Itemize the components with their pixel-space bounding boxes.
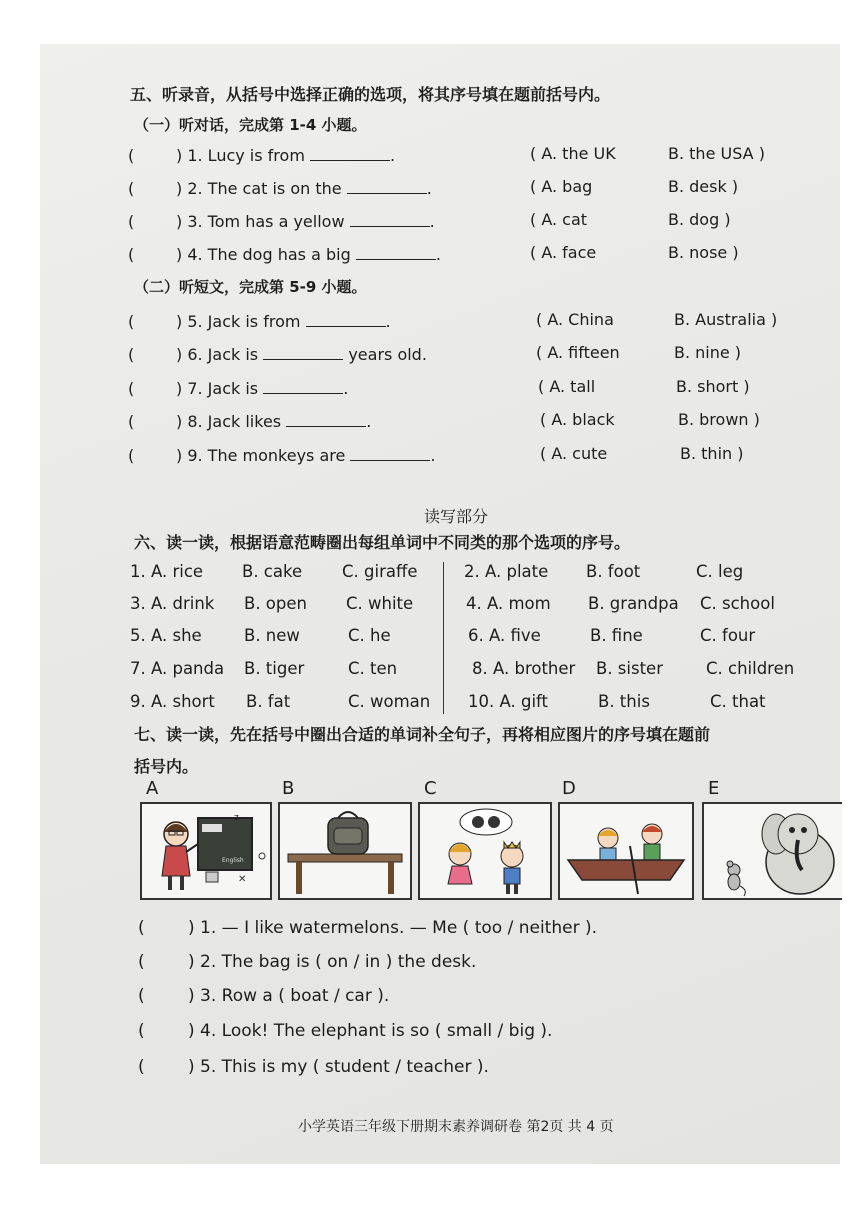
question-text: ) 7. Jack is . — [176, 379, 349, 398]
picture-b-bag-on-desk — [278, 802, 412, 900]
answer-paren[interactable]: ( — [128, 412, 135, 431]
word-option[interactable]: B. fat — [246, 692, 291, 711]
option-b: B. desk ) — [668, 177, 739, 196]
word-option[interactable]: 1. A. rice — [130, 562, 204, 581]
option-a: ( A. fifteen — [536, 343, 620, 362]
answer-paren[interactable]: ( — [128, 212, 135, 231]
option-a: ( A. cat — [530, 210, 588, 229]
section-5-part-2: （二）听短文，完成第 5-9 小题。 — [134, 278, 367, 296]
listening-item-9 — [40, 444, 840, 470]
question-text: ) 1. Lucy is from . — [176, 146, 396, 165]
option-a: ( A. black — [540, 410, 615, 429]
word-option[interactable]: B. new — [244, 626, 300, 645]
teacher-illustration — [142, 804, 270, 898]
word-option[interactable]: 3. A. drink — [130, 594, 215, 613]
option-b: B. short ) — [676, 377, 750, 396]
word-option[interactable]: 8. A. brother — [472, 659, 576, 678]
answer-paren[interactable]: ( — [128, 312, 135, 331]
svg-text:English: English — [222, 857, 244, 864]
word-option[interactable]: B. open — [244, 594, 307, 613]
question-text: ) 3. Tom has a yellow . — [176, 212, 435, 231]
picture-label-d: D — [562, 778, 576, 799]
answer-paren[interactable]: ( — [128, 179, 135, 198]
section-5-part-1: （一）听对话，完成第 1-4 小题。 — [134, 116, 367, 134]
question-text: ) 5. Jack is from . — [176, 312, 391, 331]
word-option[interactable]: C. leg — [696, 562, 744, 581]
option-a: ( A. face — [530, 243, 597, 262]
option-a: ( A. China — [536, 310, 614, 329]
question-text: ) 4. The dog has a big . — [176, 245, 441, 264]
svg-text:✕: ✕ — [238, 874, 247, 885]
word-option[interactable]: C. giraffe — [342, 562, 418, 581]
question-text: ) 8. Jack likes . — [176, 412, 372, 431]
section-5-title: 五、听录音，从括号中选择正确的选项，将其序号填在题前括号内。 — [130, 85, 611, 104]
answer-blank[interactable] — [356, 245, 436, 260]
picture-label-b: B — [282, 778, 295, 799]
sentence-text: ) 2. The bag is ( on / in ) the desk. — [188, 952, 477, 972]
word-option[interactable]: 5. A. she — [130, 626, 202, 645]
option-b: B. nose ) — [668, 243, 739, 262]
answer-blank[interactable] — [286, 412, 366, 427]
word-option[interactable]: B. tiger — [244, 659, 305, 678]
question-text: ) 6. Jack is years old. — [176, 345, 427, 364]
listening-item-4 — [40, 243, 840, 269]
answer-paren[interactable]: ( — [138, 918, 145, 938]
answer-paren[interactable]: ( — [128, 379, 135, 398]
word-option[interactable]: C. school — [700, 594, 775, 613]
picture-label-a: A — [146, 778, 159, 799]
listening-item-6 — [40, 343, 840, 369]
sentence-text: ) 5. This is my ( student / teacher ). — [188, 1057, 489, 1077]
picture-label-e: E — [708, 778, 720, 799]
answer-paren[interactable]: ( — [128, 345, 135, 364]
word-option[interactable]: C. four — [700, 626, 756, 645]
word-option[interactable]: B. this — [598, 692, 650, 711]
option-b: B. the USA ) — [668, 144, 765, 163]
picture-c-children — [418, 802, 552, 900]
column-divider — [443, 562, 444, 714]
answer-paren[interactable]: ( — [128, 245, 135, 264]
word-option[interactable]: B. cake — [242, 562, 303, 581]
word-option[interactable]: C. ten — [348, 659, 398, 678]
answer-paren[interactable]: ( — [138, 1057, 145, 1077]
word-option[interactable]: C. that — [710, 692, 766, 711]
word-option[interactable]: B. foot — [586, 562, 641, 581]
answer-blank[interactable] — [263, 345, 343, 360]
answer-paren[interactable]: ( — [138, 952, 145, 972]
option-a: ( A. the UK — [530, 144, 616, 163]
picture-d-boat — [558, 802, 694, 900]
answer-paren[interactable]: ( — [138, 1021, 145, 1041]
option-a: ( A. tall — [538, 377, 596, 396]
answer-paren[interactable]: ( — [128, 446, 135, 465]
option-b: B. brown ) — [678, 410, 760, 429]
listening-item-2 — [40, 177, 840, 203]
boat-illustration — [560, 804, 692, 898]
word-option[interactable]: C. woman — [348, 692, 431, 711]
listening-item-1 — [40, 144, 840, 170]
svg-text:z: z — [234, 813, 239, 823]
option-b: B. Australia ) — [674, 310, 778, 329]
sentence-text: ) 4. Look! The elephant is so ( small / big ). — [188, 1021, 553, 1041]
option-b: B. nine ) — [674, 343, 742, 362]
word-option[interactable]: C. children — [706, 659, 795, 678]
answer-blank[interactable] — [306, 312, 386, 327]
answer-paren[interactable]: ( — [128, 146, 135, 165]
section-6-title: 六、读一读，根据语意范畴圈出每组单词中不同类的那个选项的序号。 — [134, 533, 631, 552]
word-option[interactable]: C. white — [346, 594, 414, 613]
question-text: ) 2. The cat is on the . — [176, 179, 432, 198]
word-option[interactable]: 7. A. panda — [130, 659, 225, 678]
word-option[interactable]: 2. A. plate — [464, 562, 549, 581]
picture-label-c: C — [424, 778, 437, 799]
picture-a-teacher — [140, 802, 272, 900]
listening-item-5 — [40, 310, 840, 336]
page-footer: 小学英语三年级下册期末素养调研卷 第2页 共 4 页 — [298, 1119, 614, 1135]
sentence-text: ) 1. — I like watermelons. — Me ( too / neither ). — [188, 918, 598, 938]
answer-blank[interactable] — [263, 379, 343, 394]
word-option[interactable]: 10. A. gift — [468, 692, 549, 711]
word-option[interactable]: 6. A. five — [468, 626, 541, 645]
answer-paren[interactable]: ( — [138, 986, 145, 1006]
answer-blank[interactable] — [350, 212, 430, 227]
reading-writing-heading: 读写部分 — [424, 507, 489, 526]
word-option[interactable]: B. fine — [590, 626, 643, 645]
answer-blank[interactable] — [310, 146, 390, 161]
answer-blank[interactable] — [350, 446, 430, 461]
exam-page — [40, 44, 840, 1164]
option-a: ( A. bag — [530, 177, 593, 196]
listening-item-8 — [40, 410, 840, 436]
question-text: ) 9. The monkeys are . — [176, 446, 436, 465]
option-a: ( A. cute — [540, 444, 608, 463]
elephant-illustration — [704, 804, 842, 898]
word-option[interactable]: 9. A. short — [130, 692, 215, 711]
section-7-title-line-2: 括号内。 — [134, 757, 199, 776]
picture-e-elephant — [702, 802, 842, 900]
bag-desk-illustration — [280, 804, 410, 898]
listening-item-7 — [40, 377, 840, 403]
listening-item-3 — [40, 210, 840, 236]
word-option[interactable]: 4. A. mom — [466, 594, 551, 613]
answer-blank[interactable] — [347, 179, 427, 194]
section-7-title-line-1: 七、读一读，先在括号中圈出合适的单词补全句子，再将相应图片的序号填在题前 — [134, 725, 711, 744]
option-b: B. dog ) — [668, 210, 731, 229]
sentence-text: ) 3. Row a ( boat / car ). — [188, 986, 390, 1006]
children-illustration — [420, 804, 550, 898]
word-option[interactable]: C. he — [348, 626, 391, 645]
word-option[interactable]: B. grandpa — [588, 594, 679, 613]
option-b: B. thin ) — [680, 444, 744, 463]
word-option[interactable]: B. sister — [596, 659, 663, 678]
